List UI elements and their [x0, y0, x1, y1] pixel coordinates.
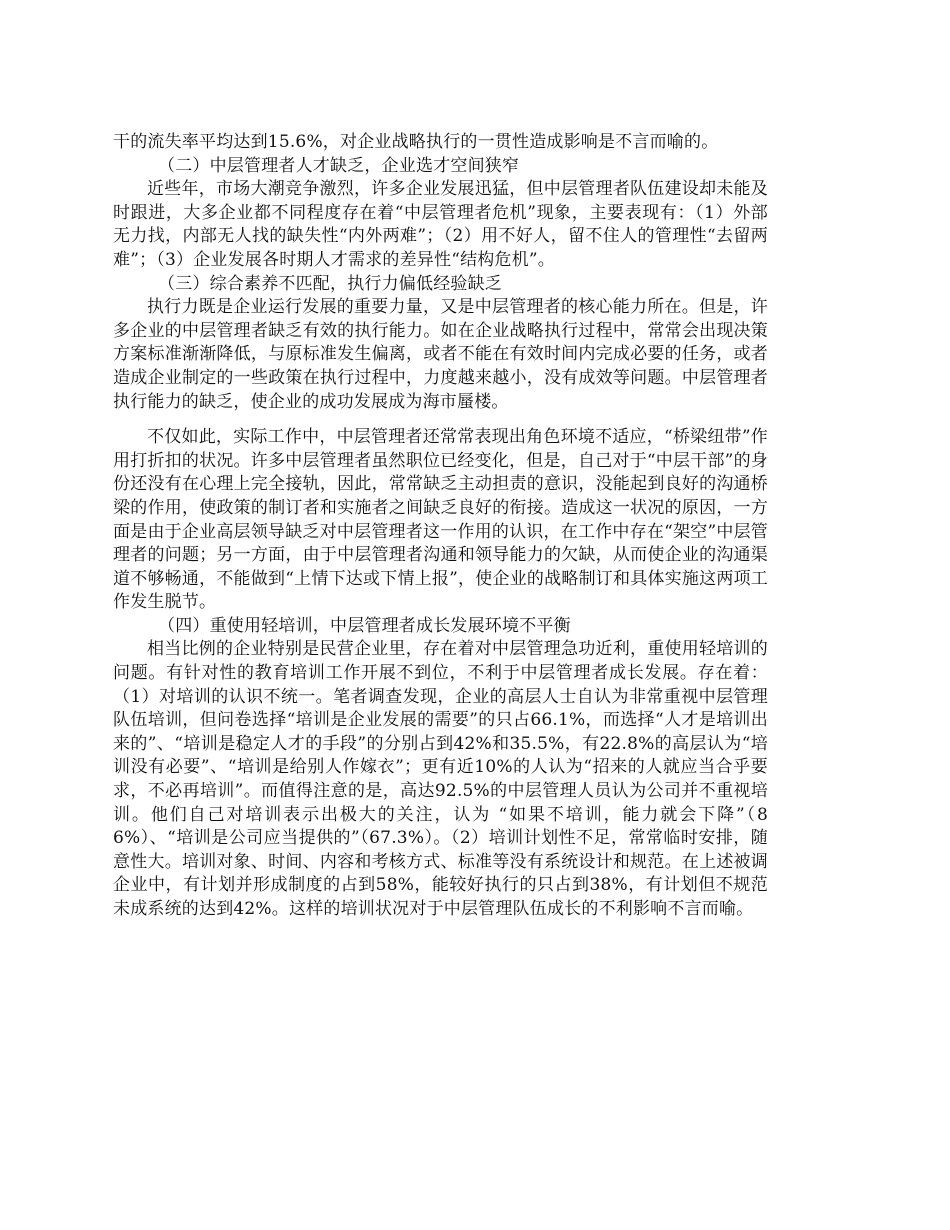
paragraph-continuation: 干的流失率平均达到15.6%，对企业战略执行的一贯性造成影响是不言而喻的。 — [113, 132, 719, 152]
section-heading-3: （三）综合素养不匹配，执行力偏低经验缺乏 — [158, 273, 502, 294]
paragraph: 执行力既是企业运行发展的重要力量，又是中层管理者的核心能力所在。但是，许多企业的中层管理者缺乏有效的执行能力。如在企业战略执行过程中，常常会出现决策方案标准渐渐降低，与原标准发生偏离，或者不能在有效时间内完成必要的任务，或者造成企业制定的一些政策在执行过程中，力度越来越小，没有成效等问题。中层管理者执行能力的缺乏，使企业的成功发展成为海市蜃楼。 — [113, 297, 768, 412]
blank-line — [113, 414, 768, 426]
section-heading-2: （二）中层管理者人才缺乏，企业选才空间狭窄 — [158, 155, 520, 176]
section-heading-4: （四）重使用轻培训，中层管理者成长发展环境不平衡 — [158, 615, 571, 636]
paragraph: 不仅如此，实际工作中，中层管理者还常常表现出角色环境不适应，“桥梁纽带”作用打折扣的状况。许多中层管理者虽然职位已经变化，但是，自己对于“中层干部”的身份还没有在心理上完全接轨，因此，常常缺乏主动担责的意识，没能起到良好的沟通桥梁的作用，使政策的制订者和实施者之间缺乏良好的衔接。造成这一状况的原因，一方面是由于企业高层领导缺乏对中层管理者这一作用的认识，在工作中存在“架空”中层管理者的问题；另一方面，由于中层管理者沟通和领导能力的欠缺，从而使企业的沟通渠道不够畅通，不能做到“上情下达或下情上报”，使企业的战略制订和具体实施这两项工作发生脱节。 — [113, 427, 768, 613]
document-body — [113, 131, 768, 922]
paragraph: 近些年，市场大潮竞争激烈，许多企业发展迅猛，但中层管理者队伍建设却未能及时跟进，大多企业都不同程度存在着“中层管理者危机”现象，主要表现有：（1）外部无力找，内部无人找的缺失性“内外两难”；（2）用不好人，留不住人的管理性“去留两难”；（3）企业发展各时期人才需求的差异性“结构危机”。 — [113, 179, 768, 270]
paragraph: 相当比例的企业特别是民营企业里，存在着对中层管理急功近利，重使用轻培训的问题。有针对性的教育培训工作开展不到位，不利于中层管理者成长发展。存在着：（1）对培训的认识不统一。笔者调查发现，企业的高层人士自认为非常重视中层管理队伍培训，但问卷选择“培训是企业发展的需要”的只占66.1%，而选择“人才是培训出来的”、“培训是稳定人才的手段”的分别占到42%和35.5%，有22.8%的高层认为“培训没有必要”、“培训是给别人作嫁衣”；更有近10%的人认为“招来的人就应当合乎要求，不必再培训”。而值得注意的是，高达92.5%的中层管理人员认为公司并不重视培训。他们自己对培训表示出极大的关注，认为 “如果不培训，能力就会下降”（86%）、“培训是公司应当提供的”（67.3%）。（2）培训计划性不足，常常临时安排，随意性大。培训对象、时间、内容和考核方式、标准等没有系统设计和规范。在上述被调企业中，有计划并形成制度的占到58%，能较好执行的只占到38%，有计划但不规范未成系统的达到42%。这样的培训状况对于中层管理队伍成长的不利影响不言而喻。 — [113, 639, 768, 919]
